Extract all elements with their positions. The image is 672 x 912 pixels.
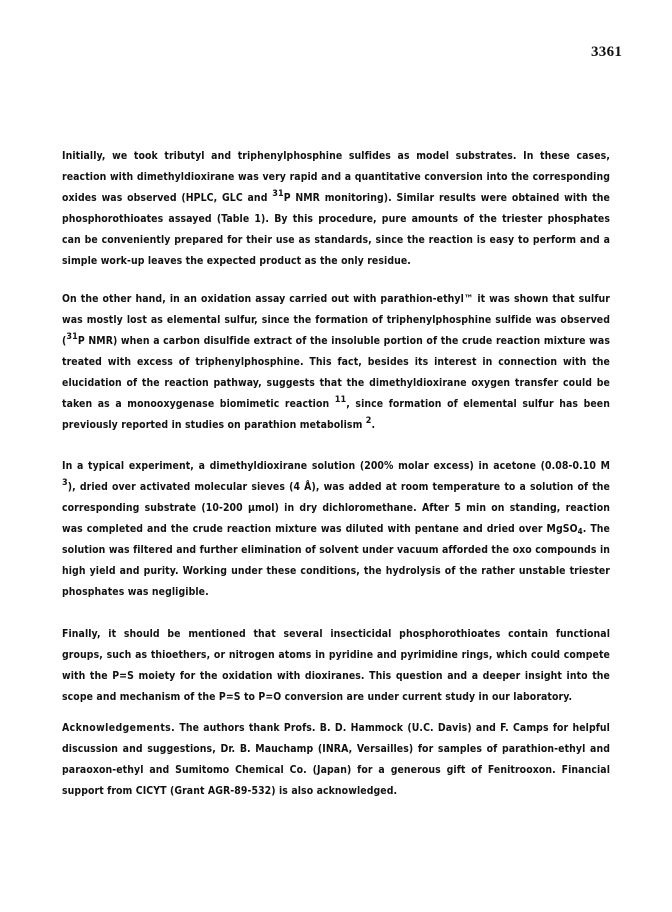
paragraph-text: P NMR) when a carbon disulfide extract of the insoluble portion of the crude reaction mixture was treated with excess of triphenylphosphine. This fact, besides its interest in connection with the elucidation of the reaction pathway, suggests that the dimethyldioxirane oxygen transfer could be taken as a monooxygenase biomimetic reaction (62, 335, 610, 410)
paragraph-conclusion (62, 624, 610, 708)
paragraph-text: . The solution was filtered and further elimination of solvent under vacuum afforded the oxo compounds in high yield and purity. Working under these conditions, the hydrolysis of the rather unstable triester phosphates was negligible. (62, 523, 610, 598)
superscript: 31 (66, 332, 78, 342)
paragraph-text: Initially, we took tributyl and triphenylphosphine sulfides as model substrates. In these cases, reaction with dimethyldioxirane was very rapid and a quantitative conversion into the corresponding oxides was observed (HPLC, GLC and (62, 150, 610, 204)
paragraph-text: In a typical experiment, a dimethyldioxirane solution (200% molar excess) in acetone (0.08-0.10 M (62, 460, 610, 472)
reference-superscript: 2 (365, 416, 372, 426)
reference-superscript: 3 (62, 478, 68, 488)
page-number: 3361 (591, 44, 623, 60)
paragraph-text: . (371, 419, 376, 431)
article-body (62, 146, 610, 802)
paragraph-text: On the other hand, in an oxidation assay carried out with parathion-ethyl™ it was shown that sulfur was mostly lost as elemental sulfur, since the formation of triphenylphosphine sulfide was observed ( (62, 293, 610, 347)
paragraph-acknowledgements (62, 718, 610, 802)
paragraph-model-substrates (62, 146, 610, 272)
paragraph-parathion-assay (62, 289, 610, 436)
reference-superscript: 11 (334, 395, 347, 405)
paragraph-text: The authors thank Profs. B. D. Hammock (U.C. Davis) and F. Camps for helpful discussion and suggestions, Dr. B. Mauchamp (INRA, Versailles) for samples of parathion-ethyl and paraoxon-ethyl and Sumitomo Chemical Co. (Japan) for a generous gift of Fenitrooxon. Financial support from CICYT (Grant AGR-89-532) is also acknowledged. (62, 722, 610, 797)
acknowledgements-heading: Acknowledgements. (62, 722, 176, 734)
paragraph-text: , since formation of elemental sulfur has been previously reported in studies on parathion metabolism (62, 398, 610, 431)
paragraph-typical-experiment (62, 456, 610, 603)
paragraph-text: Finally, it should be mentioned that several insecticidal phosphorothioates contain functional groups, such as thioethers, or nitrogen atoms in pyridine and pyrimidine rings, which could compete with the P=S moiety for the oxidation with dioxiranes. This question and a deeper insight into the scope and mechanism of the P=S to P=O conversion are under current study in our laboratory. (62, 628, 610, 703)
subscript: 4 (577, 527, 583, 536)
paragraph-text: P NMR monitoring). Similar results were obtained with the phosphorothioates assayed (Table 1). By this procedure, pure amounts of the triester phosphates can be conveniently prepared for their use as standards, since the reaction is easy to perform and a simple work-up leaves the expected product as the only residue. (62, 192, 610, 267)
superscript: 31 (272, 189, 284, 199)
paragraph-text: ), dried over activated molecular sieves (4 Å), was added at room temperature to a solution of the corresponding substrate (10-200 µmol) in dry dichloromethane. After 5 min on standing, reaction was completed and the crude reaction mixture was diluted with pentane and dried over MgSO (62, 481, 610, 535)
